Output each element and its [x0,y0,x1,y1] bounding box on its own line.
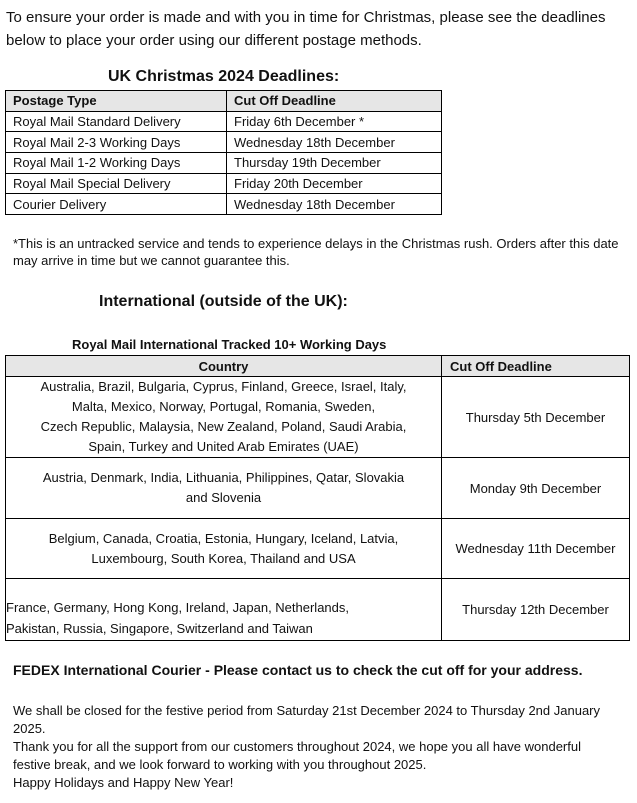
fedex-courier-notice: FEDEX International Courier - Please contact us to check the cut off for your address. [13,662,583,678]
country-line: Austria, Denmark, India, Lithuania, Philippines, Qatar, Slovakia [42,470,405,485]
column-header-cut-off: Cut Off Deadline [227,91,442,112]
table-row [6,377,630,458]
cut-off-deadline: Wednesday 11th December [442,519,630,579]
uk-deadlines-table [5,90,442,215]
postage-type: Royal Mail Standard Delivery [6,111,227,132]
intro-text: To ensure your order is made and with you in time for Christmas, please see the deadlines below to place your order using our different postage methods. [6,9,606,49]
column-header-country: Country [6,356,442,377]
cut-off-deadline: Wednesday 18th December [227,132,442,153]
cut-off-deadline: Friday 6th December * [227,111,442,132]
closing-message [13,702,613,792]
postage-type: Royal Mail Special Delivery [6,173,227,194]
country-line: Australia, Brazil, Bulgaria, Cyprus, Finland, Greece, Israel, Italy, [40,379,407,394]
table-row [6,153,442,174]
postage-type: Royal Mail 1-2 Working Days [6,153,227,174]
country-list [6,519,442,579]
country-line: Malta, Mexico, Norway, Portugal, Romania, Sweden, [71,399,376,414]
table-row [6,173,442,194]
table-row [6,458,630,519]
column-header-postage-type: Postage Type [6,91,227,112]
table-row [6,111,442,132]
postage-type: Royal Mail 2-3 Working Days [6,132,227,153]
international-service-subheading: Royal Mail International Tracked 10+ Working Days [72,337,387,352]
country-line: Luxembourg, South Korea, Thailand and USA [91,550,356,566]
closure-period-text: We shall be closed for the festive period from Saturday 21st December 2024 to Thursday 2nd January 2025. [13,703,601,736]
cut-off-deadline: Wednesday 18th December [227,194,442,215]
table-header-row [6,356,630,377]
cut-off-deadline: Thursday 12th December [442,579,630,641]
country-line: Pakistan, Russia, Singapore, Switzerland and Taiwan [6,621,313,636]
cut-off-deadline: Thursday 5th December [442,377,630,458]
cut-off-deadline: Friday 20th December [227,173,442,194]
cut-off-deadline: Monday 9th December [442,458,630,519]
international-heading: International (outside of the UK): [99,293,348,310]
country-line: Czech Republic, Malaysia, New Zealand, Poland, Saudi Arabia, [40,419,407,434]
country-list [6,579,442,641]
country-line: France, Germany, Hong Kong, Ireland, Japan, Netherlands, [6,600,350,615]
uk-deadlines-heading: UK Christmas 2024 Deadlines: [108,68,340,85]
column-header-cut-off: Cut Off Deadline [442,356,630,377]
table-row [6,132,442,153]
country-list [6,458,442,519]
postage-type: Courier Delivery [6,194,227,215]
country-line: Spain, Turkey and United Arab Emirates (UAE) [88,439,359,454]
country-list [6,377,442,458]
untracked-service-note: *This is an untracked service and tends to experience delays in the Christmas rush. Orders after this date may arrive in time but we cannot guarantee this. [13,236,619,268]
thank-you-text: Thank you for all the support from our customers throughout 2024, we hope you all have wonderful festive break, and we look forward to working with you throughout 2025. [13,739,581,772]
cut-off-deadline: Thursday 19th December [227,153,442,174]
happy-holidays-text: Happy Holidays and Happy New Year! [13,775,234,790]
table-row [6,579,630,641]
table-row [6,194,442,215]
table-header-row [6,91,442,112]
country-line: Belgium, Canada, Croatia, Estonia, Hungary, Iceland, Latvia, [48,530,399,546]
country-line: and Slovenia [185,490,262,505]
table-row [6,519,630,579]
international-deadlines-table [5,355,630,641]
